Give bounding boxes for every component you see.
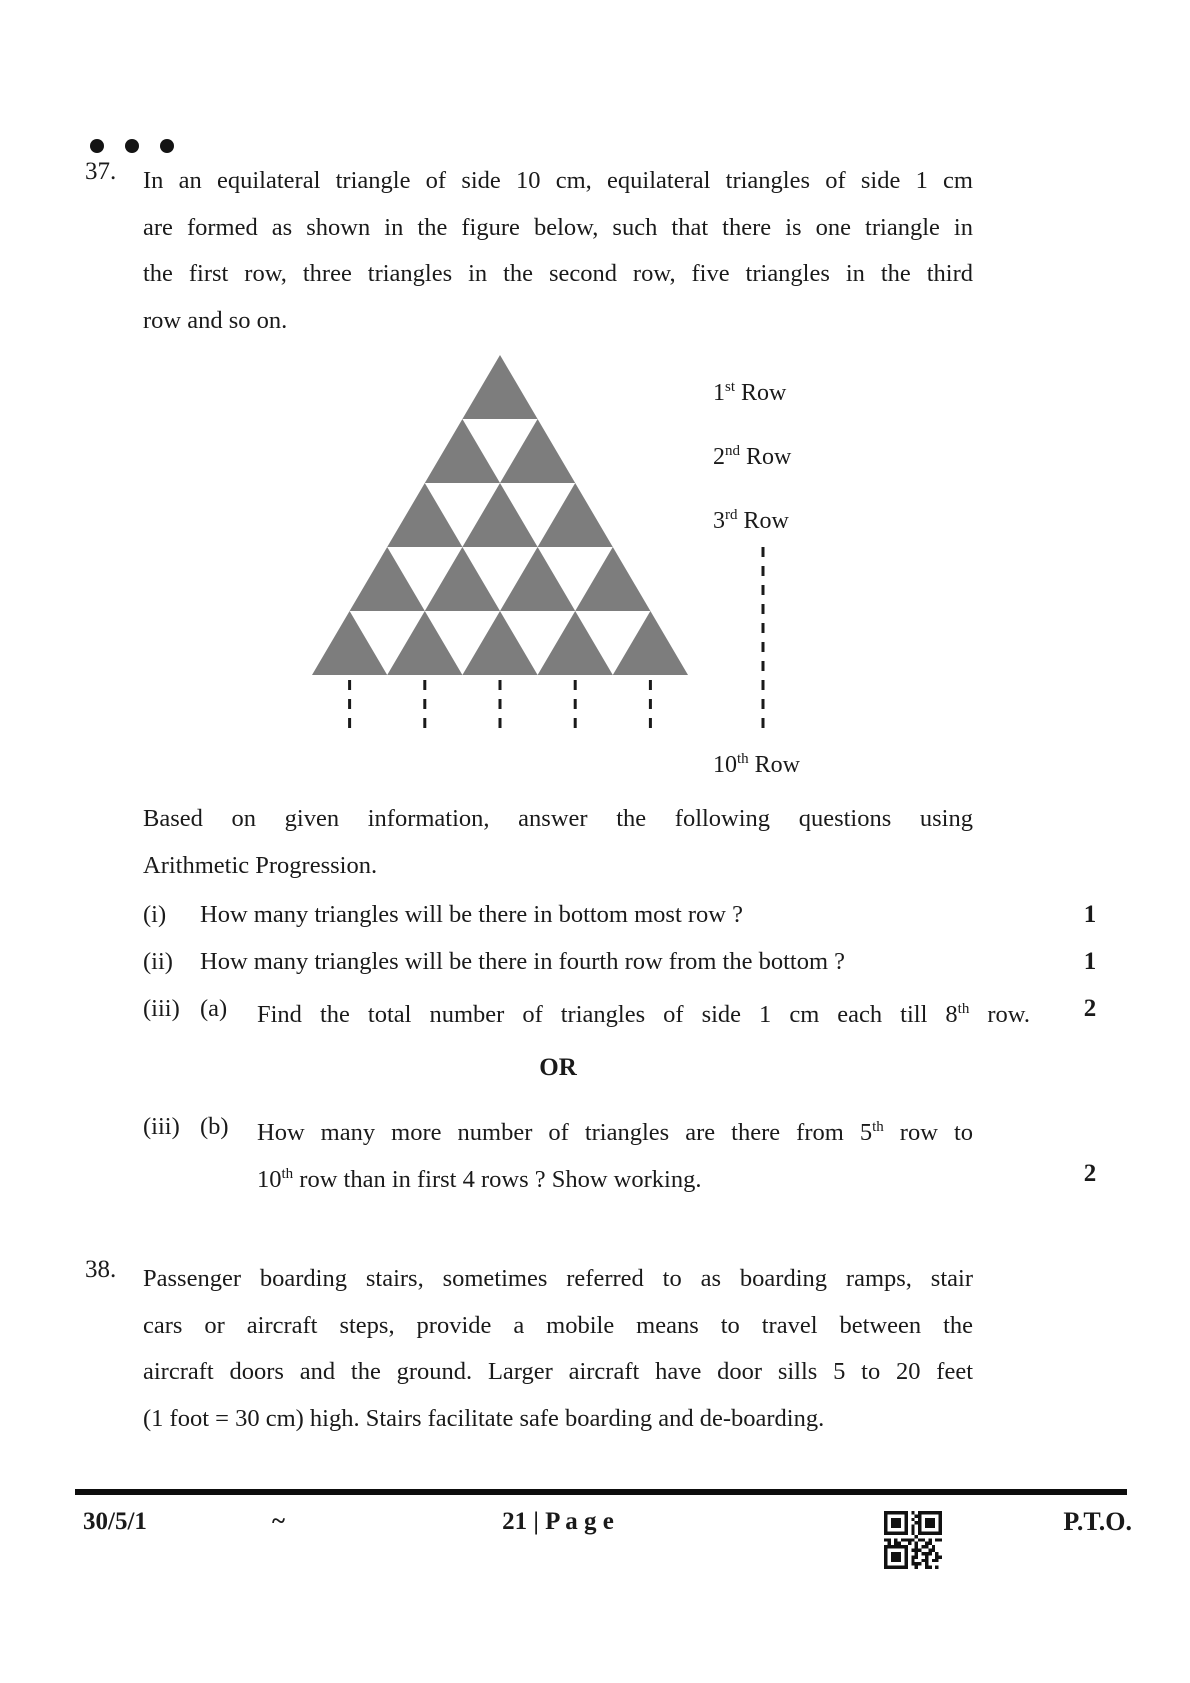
- paragraph-line: the first row, three triangles in the second row, five triangles in the third: [143, 260, 973, 287]
- paragraph-line: How many more number of triangles are there from 5th row to: [257, 1119, 973, 1147]
- subquestion-i-label: (i): [143, 901, 167, 928]
- paragraph-line: aircraft doors and the ground. Larger aircraft have door sills 5 to 20 feet: [143, 1358, 973, 1385]
- paragraph-line: Arithmetic Progression.: [143, 851, 378, 879]
- row-label-2nd: 2nd Row: [713, 443, 792, 470]
- question-38-number: 38.: [85, 1256, 117, 1283]
- subquestion-iii-b-text: [257, 1110, 973, 1204]
- marks-value: 2: [1083, 1160, 1097, 1187]
- row-label-3rd: 3rd Row: [713, 507, 789, 534]
- paragraph-line: (1 foot = 30 cm) high. Stairs facilitate safe boarding and de-boarding.: [143, 1404, 825, 1432]
- subquestion-iii-a-label: (a): [200, 995, 228, 1022]
- footer-page-label: 21 | P a g e: [502, 1508, 614, 1535]
- marks-value: 1: [1083, 901, 1097, 928]
- subquestion-i-text: How many triangles will be there in bottom most row ?: [200, 901, 743, 928]
- paragraph-line: Passenger boarding stairs, sometimes referred to as boarding ramps, stair: [143, 1265, 973, 1292]
- subquestion-iii-b-label: (b): [200, 1113, 229, 1140]
- paragraph-line: cars or aircraft steps, provide a mobile means to travel between the: [143, 1311, 973, 1339]
- bullet-dot: [160, 139, 174, 153]
- bullet-dot: [125, 139, 139, 153]
- footer-pto-label: P.T.O.: [1063, 1507, 1132, 1536]
- continuation-dots: [90, 139, 174, 153]
- footer-paper-code: 30/5/1: [83, 1508, 147, 1535]
- bullet-dot: [90, 139, 104, 153]
- question-38-text: [143, 1256, 973, 1442]
- paragraph-line: row and so on.: [143, 306, 288, 334]
- paragraph-line: 10th row than in first 4 rows ? Show working.: [257, 1166, 702, 1194]
- or-separator: OR: [539, 1054, 577, 1081]
- subquestion-iii-label: (iii): [143, 995, 180, 1022]
- paragraph-line: In an equilateral triangle of side 10 cm, equilateral triangles of side 1 cm: [143, 167, 973, 194]
- subquestion-ii-label: (ii): [143, 948, 173, 975]
- question-37-number: 37.: [85, 158, 117, 185]
- footer-rule: [75, 1489, 1127, 1495]
- marks-value: 2: [1083, 995, 1097, 1022]
- qr-code: [884, 1511, 942, 1569]
- row-label-1st: 1st Row: [713, 379, 787, 406]
- based-on-text: [143, 796, 973, 889]
- triangle-figure: [290, 328, 855, 783]
- marks-value: 1: [1083, 948, 1097, 975]
- paragraph-line: Based on given information, answer the following questions using: [143, 805, 973, 832]
- subquestion-iii-a-text: Find the total number of triangles of side 1 cm each till 8th row.: [257, 1001, 1030, 1029]
- subquestion-iii-label: (iii): [143, 1113, 180, 1140]
- question-37-intro: [143, 158, 973, 344]
- subquestion-ii-text: How many triangles will be there in fourth row from the bottom ?: [200, 948, 846, 975]
- footer-tilde: ~: [272, 1508, 286, 1535]
- row-label-10th: 10th Row: [713, 751, 801, 778]
- paragraph-line: are formed as shown in the figure below, such that there is one triangle in: [143, 213, 973, 241]
